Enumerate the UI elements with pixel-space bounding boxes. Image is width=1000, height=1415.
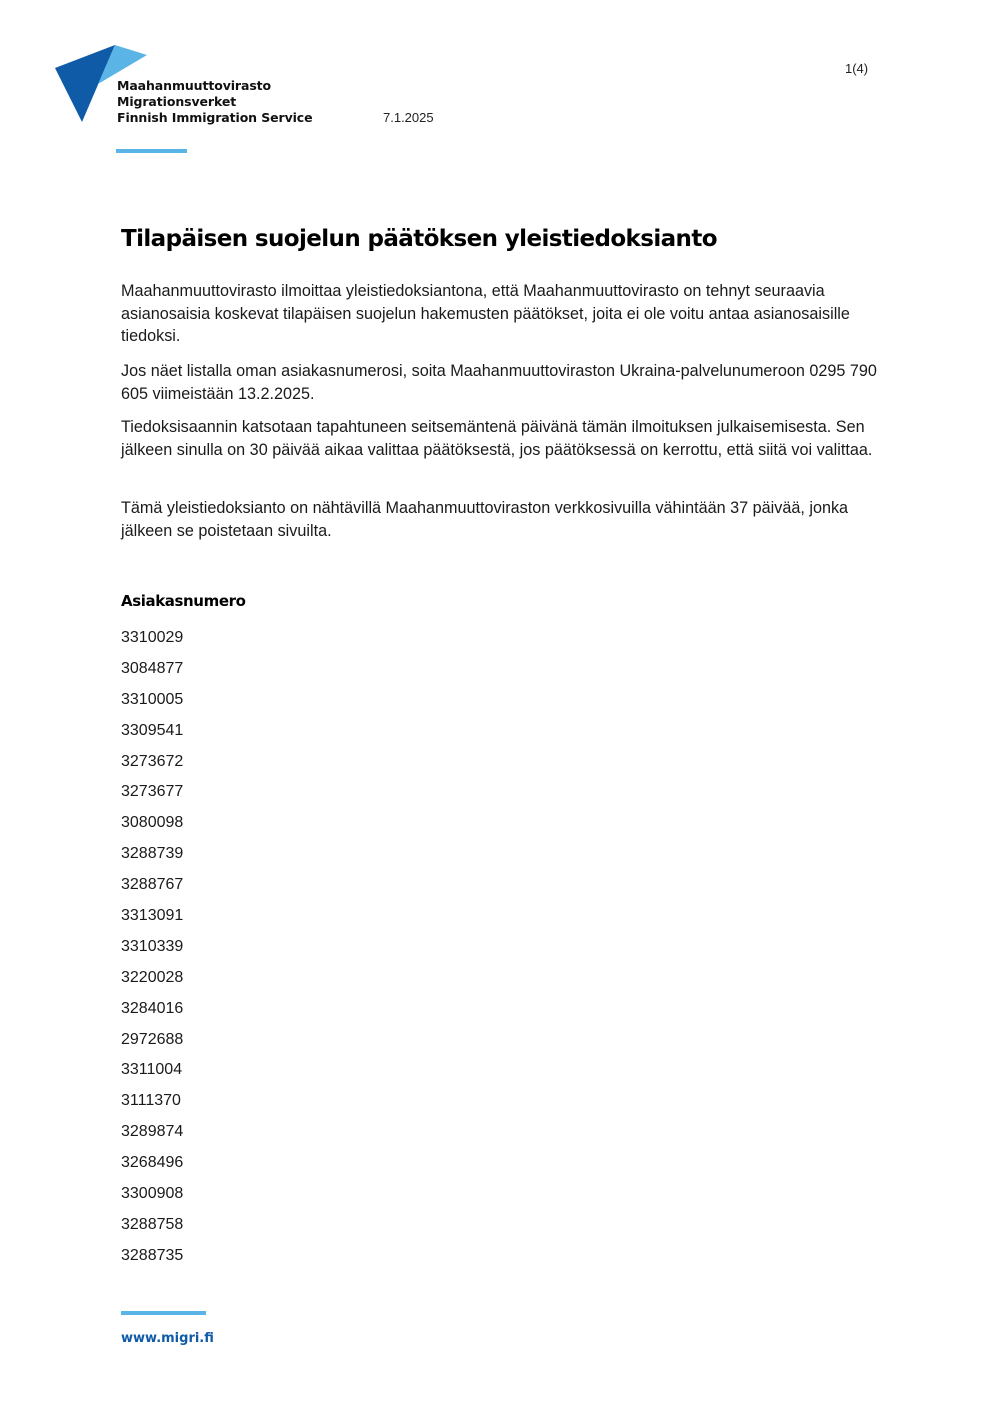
logo-dark-triangle <box>55 45 115 122</box>
paragraph-appeal: Tiedoksisaannin katsotaan tapahtuneen seitsemäntenä päivänä tämän ilmoituksen julkaisemisesta. Sen jälkeen sinulla on 30 päivää aikaa valittaa päätöksestä, jos päätöksessä on kerrottu, että siitä voi valittaa. <box>121 418 873 459</box>
client-number-item: 2972688 <box>121 1030 184 1048</box>
header-divider <box>116 149 187 153</box>
client-number-item: 3311004 <box>121 1061 183 1079</box>
client-number-item: 3288739 <box>121 845 184 863</box>
paragraph-contact: Jos näet listalla oman asiakasnumerosi, soita Maahanmuuttoviraston Ukraina-palvelunumeroon 0295 790 605 viimeistään 13.2.2025. <box>121 362 877 403</box>
logo-line-fi: Maahanmuuttovirasto <box>117 78 272 93</box>
client-number-item: 3284016 <box>121 999 184 1017</box>
website-link[interactable]: www.migri.fi <box>121 1331 214 1346</box>
client-number-item: 3268496 <box>121 1154 184 1172</box>
client-number-item: 3288758 <box>121 1215 184 1233</box>
client-number-item: 3289874 <box>121 1123 184 1141</box>
client-number-item: 3080098 <box>121 814 184 832</box>
client-number-item: 3220028 <box>121 968 184 986</box>
client-number-item: 3273677 <box>121 783 184 801</box>
client-number-item: 3310005 <box>121 690 184 708</box>
client-number-item: 3273672 <box>121 752 184 770</box>
logo-line-en: Finnish Immigration Service <box>117 110 313 125</box>
page-number: 1(4) <box>845 61 869 76</box>
paragraph-notice: Maahanmuuttovirasto ilmoittaa yleistiedoksiantona, että Maahanmuuttovirasto on tehnyt seuraavia asianosaisia koskevat tilapäisen suojelun hakemusten päätökset, joita ei ole voitu antaa asianosaisille tiedoksi. <box>121 282 850 345</box>
client-number-item: 3288735 <box>121 1246 184 1264</box>
client-number-item: 3084877 <box>121 659 184 677</box>
client-number-list <box>121 627 183 1276</box>
client-number-heading: Asiakasnumero <box>121 592 246 610</box>
document-title: Tilapäisen suojelun päätöksen yleistiedoksianto <box>121 226 717 252</box>
client-number-item: 3309541 <box>121 721 184 739</box>
document-date: 7.1.2025 <box>383 110 434 125</box>
client-number-item: 3313091 <box>121 907 184 925</box>
footer-divider <box>121 1311 206 1315</box>
paragraph-availability: Tämä yleistiedoksianto on nähtävillä Maahanmuuttoviraston verkkosivuilla vähintään 37 päivää, jonka jälkeen se poistetaan sivuilta. <box>121 499 849 540</box>
logo-line-sv: Migrationsverket <box>117 94 237 109</box>
client-number-item: 3310029 <box>121 629 184 646</box>
client-number-item: 3288767 <box>121 876 184 894</box>
logo-wordmark <box>117 78 313 126</box>
client-number-item: 3310339 <box>121 937 184 955</box>
client-number-item: 3300908 <box>121 1185 184 1203</box>
client-number-item: 3111370 <box>121 1092 181 1110</box>
